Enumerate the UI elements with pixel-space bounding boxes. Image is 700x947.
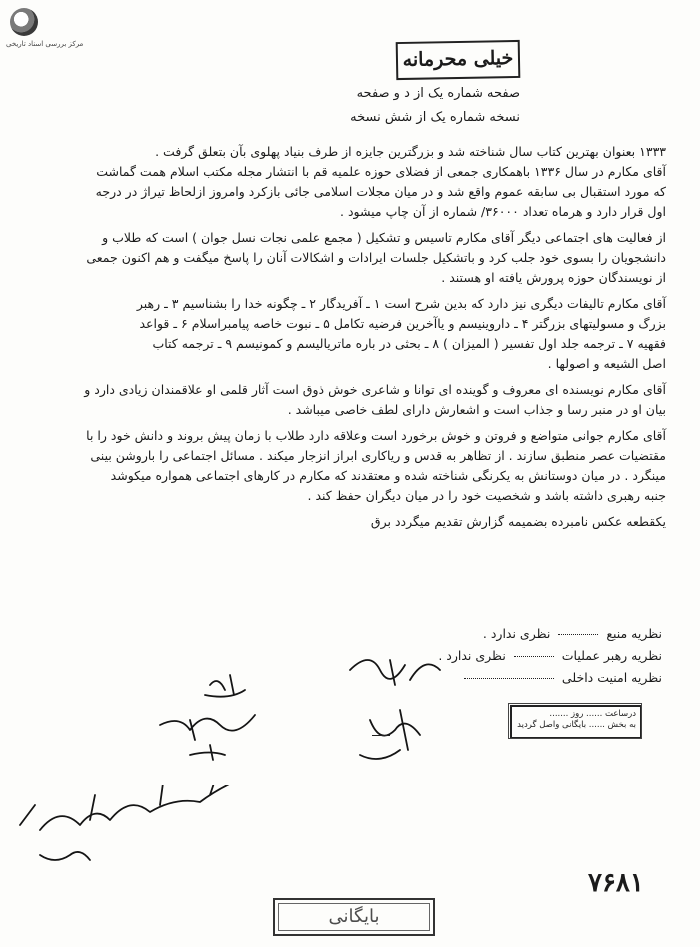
dotted-rule	[464, 678, 554, 679]
handwritten-signature	[340, 640, 460, 770]
archive-watermark	[4, 4, 114, 52]
text-line: آقای مکارم در سال ۱۳۳۶ باهمکاری جمعی از فضلای حوزه علمیه قم با انتشار مجله مکتب اسلام همت گماشت	[96, 164, 666, 179]
text-line: آقای مکارم تالیفات دیگری نیز دارد که بدین شرح است ۱ ـ آفریدگار ۲ ـ چگونه خدا را بشناسیم ۳ ـ رهبر	[136, 296, 666, 311]
paragraph-6	[36, 512, 666, 532]
text-line: که مورد استقبال بی سابقه عموم واقع شد و در میان مجلات اسلامی جائی بازکرد وامروز ازلحاظ تیراژ در درجه	[95, 184, 666, 199]
archive-logo-icon	[10, 8, 38, 36]
dotted-rule	[514, 656, 554, 657]
paragraph-3	[36, 294, 666, 374]
copy-number-line: نسخه شماره یک از شش نسخه	[350, 110, 520, 125]
text-line: مقتضیات عصر منطبق سازند . از تظاهر به قدس و ریاکاری ابراز انزجار میکند . مسائل اجتماعی را باروشن بینی	[90, 448, 666, 463]
text-line: بزرگ و مسولیتهای بزرگتر ۴ ـ داروینیسم و یاآخرین فرضیه تکامل ۵ ـ نبوت خاصه پیامبراسلام ۶ ـ قواعد	[139, 316, 666, 331]
text-line: جنبه رهبری داشته باشد و شخصیت خود را در میان دیگران حفظ کند .	[307, 488, 666, 503]
paragraph-5	[36, 426, 666, 506]
handwritten-note	[150, 665, 270, 775]
stamp-line: درساعت ...... روز .......	[549, 709, 636, 719]
stamp-frame	[508, 703, 642, 739]
text-line: از نویسندگان حوزه پرورش یافته او هستند .	[441, 270, 666, 285]
text-line: فقهیه ۷ ـ ترجمه جلد اول تفسیر ( المیزان ) ۸ ـ بحثی در باره ماتریالیسم و کمونیسم ۹ ـ ترجمه کتاب	[152, 336, 666, 351]
text-line: آقای مکارم نویسنده ای معروف و گوینده ای توانا و شاعری خوش ذوق است آثار قلمی او علاقمندان زیادی دارد و	[84, 382, 666, 397]
text-line: یکقطعه عکس نامبرده بضمیمه گزارش تقدیم میگردد برق	[370, 514, 666, 529]
page-number-line: صفحه شماره یک از د و صفحه	[356, 86, 520, 101]
text-line: دانشجویان را بسوی خود جلب کرد و باتشکیل جلسات ایرادات و اشکالات آنان را پاسخ میگفت و هم اکنون جمعی	[86, 250, 666, 265]
report-body	[36, 142, 666, 532]
reference-number: ۷۶۸۱	[588, 868, 644, 898]
opinion-row	[438, 623, 662, 645]
handwritten-referral	[10, 785, 270, 895]
paragraph-2	[36, 228, 666, 288]
opinion-value: نظری ندارد .	[482, 626, 551, 641]
opinion-label: نظریه منبع	[606, 626, 662, 641]
opinions-block	[438, 623, 662, 689]
paragraph-4	[36, 380, 666, 420]
handwriting-stroke	[372, 735, 390, 736]
text-line: آقای مکارم جوانی متواضع و فروتن و خوش برخورد است وعلاقه دارد طلاب با زمان پیش بروند و دانش خود را با	[86, 428, 666, 443]
opinion-label: نظریه رهبر عملیات	[561, 648, 662, 663]
opinion-value: نظری ندارد .	[438, 648, 506, 663]
classification-text: خیلی محرمانه	[402, 47, 514, 71]
opinion-row	[438, 645, 662, 667]
receipt-stamp	[510, 705, 642, 739]
archive-stamp	[273, 898, 435, 936]
archive-stamp-text: بایگانی	[328, 906, 380, 927]
text-line: ۱۳۳۳ بعنوان بهترین کتاب سال شناخته شد و بزرگترین جایزه از طرف بنیاد پهلوی بآن بتعلق گرفت .	[155, 144, 666, 159]
opinion-label: نظریه امنیت داخلی	[561, 670, 662, 685]
paragraph-1	[36, 142, 666, 222]
text-line: اصل الشیعه و اصولها .	[547, 356, 666, 371]
text-line: اول قرار دارد و هرماه تعداد ۳۶۰۰۰/ شماره از آن چاپ میشود .	[340, 204, 666, 219]
text-line: از فعالیت های اجتماعی دیگر آقای مکارم تاسیس و تشکیل ( مجمع علمی نجات نسل جوان ) است که طلاب و	[102, 230, 666, 245]
watermark-text: مرکز بررسی اسناد تاریخی	[6, 40, 84, 48]
classification-stamp	[396, 40, 521, 80]
opinion-row	[438, 667, 662, 689]
text-line: مینگرد . در میان دوستانش به یکرنگی شناخته شده و معتقدند که مکارم در کارهای اجتماعی همواره میکوشد	[110, 468, 666, 483]
text-line: بیان او در منبر رسا و جذاب است و اشعارش دارای لطف خاصی میباشد .	[287, 402, 666, 417]
dotted-rule	[558, 634, 598, 635]
stamp-line: به بخش ...... بایگانی واصل گردید	[517, 720, 636, 730]
